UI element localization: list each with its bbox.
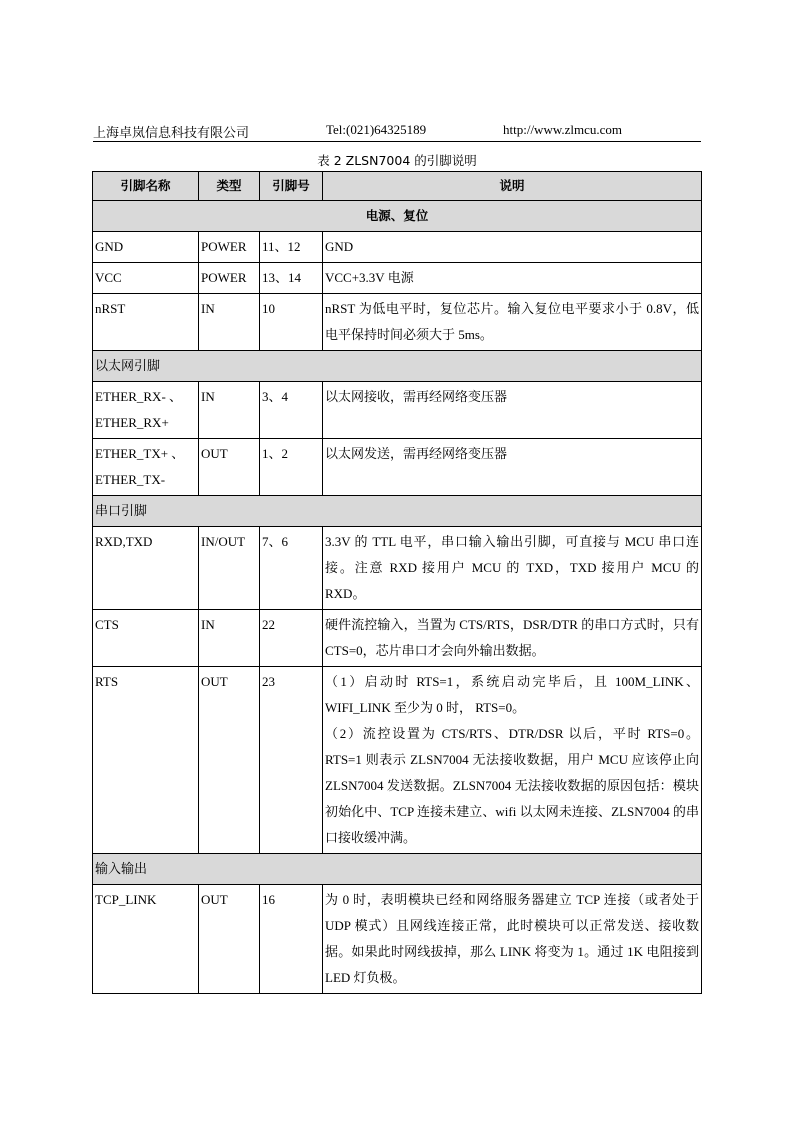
rts-desc-part2: （2）流控设置为 CTS/RTS、DTR/DSR 以后，平时 RTS=0。RTS=1 则表示 ZLSN7004 无法接收数据，用户 MCU 应该停止向 ZLSN7004 发送数据。ZLSN7004 无法接收数据的原因包括：模块初始化中、TCP 连接未建立、wifi 以太网未连接、ZLSN7004 的串口接收缓冲满。 — [325, 726, 699, 845]
section-power-reset: 电源、复位 — [93, 201, 702, 232]
cell-pin: 11、12 — [260, 232, 323, 263]
cell-name: RXD,TXD — [93, 527, 199, 610]
header-pin-number: 引脚号 — [260, 172, 323, 201]
table-row — [93, 382, 702, 439]
cell-type: IN/OUT — [199, 527, 260, 610]
page-header — [93, 121, 701, 142]
cell-name: GND — [93, 232, 199, 263]
company-tel: Tel:(021)64325189 — [326, 122, 427, 137]
section-row — [93, 351, 702, 382]
cell-pin: 13、14 — [260, 263, 323, 294]
cell-desc: 以太网接收，需再经网络变压器 — [323, 382, 702, 439]
cell-pin: 10 — [260, 294, 323, 351]
cell-type: OUT — [199, 439, 260, 496]
section-ethernet: 以太网引脚 — [93, 351, 702, 382]
cell-type: IN — [199, 294, 260, 351]
section-row — [93, 201, 702, 232]
cell-name: CTS — [93, 610, 199, 667]
table-row — [93, 232, 702, 263]
cell-desc: GND — [323, 232, 702, 263]
cell-type: IN — [199, 610, 260, 667]
company-url[interactable]: http://www.zlmcu.com — [503, 122, 623, 137]
cell-name: ETHER_RX- 、ETHER_RX+ — [93, 382, 199, 439]
cell-pin: 1、2 — [260, 439, 323, 496]
cell-desc: VCC+3.3V 电源 — [323, 263, 702, 294]
cell-desc: 为 0 时，表明模块已经和网络服务器建立 TCP 连接（或者处于 UDP 模式）且网线连接正常，此时模块可以正常发送、接收数据。如果此时网线拔掉，那么 LINK 将变为 1。通过 1K 电阻接到 LED 灯负极。 — [323, 885, 702, 994]
cell-type: OUT — [199, 667, 260, 854]
cell-desc: 硬件流控输入，当置为 CTS/RTS，DSR/DTR 的串口方式时，只有 CTS=0，芯片串口才会向外输出数据。 — [323, 610, 702, 667]
header-type: 类型 — [199, 172, 260, 201]
table-row — [93, 294, 702, 351]
pin-table — [92, 171, 702, 994]
section-io: 输入输出 — [93, 854, 702, 885]
table-header-row — [93, 172, 702, 201]
section-row — [93, 854, 702, 885]
cell-name: nRST — [93, 294, 199, 351]
rts-desc-part1: （1）启动时 RTS=1，系统启动完毕后，且 100M_LINK、WIFI_LINK 至少为 0 时， RTS=0。 — [325, 674, 699, 715]
cell-type: OUT — [199, 885, 260, 994]
company-name: 上海卓岚信息科技有限公司 — [93, 125, 250, 140]
header-pin-name: 引脚名称 — [93, 172, 199, 201]
table-row — [93, 610, 702, 667]
cell-name: VCC — [93, 263, 199, 294]
cell-pin: 16 — [260, 885, 323, 994]
cell-desc: nRST 为低电平时，复位芯片。输入复位电平要求小于 0.8V，低电平保持时间必须大于 5ms。 — [323, 294, 702, 351]
cell-name: ETHER_TX+ 、ETHER_TX- — [93, 439, 199, 496]
cell-type: POWER — [199, 263, 260, 294]
section-serial: 串口引脚 — [93, 496, 702, 527]
table-row — [93, 439, 702, 496]
table-row — [93, 263, 702, 294]
cell-type: POWER — [199, 232, 260, 263]
table-row — [93, 527, 702, 610]
cell-desc: 以太网发送，需再经网络变压器 — [323, 439, 702, 496]
section-row — [93, 496, 702, 527]
cell-pin: 23 — [260, 667, 323, 854]
cell-pin: 7、6 — [260, 527, 323, 610]
cell-type: IN — [199, 382, 260, 439]
cell-pin: 3、4 — [260, 382, 323, 439]
table-caption: 表 2 ZLSN7004 的引脚说明 — [317, 153, 477, 168]
header-description: 说明 — [323, 172, 702, 201]
table-row — [93, 667, 702, 854]
cell-pin: 22 — [260, 610, 323, 667]
cell-desc: 3.3V 的 TTL 电平，串口输入输出引脚，可直接与 MCU 串口连接。注意 RXD 接用户 MCU 的 TXD，TXD 接用户 MCU 的 RXD。 — [323, 527, 702, 610]
table-row — [93, 885, 702, 994]
cell-desc — [323, 667, 702, 854]
cell-name: TCP_LINK — [93, 885, 199, 994]
cell-name: RTS — [93, 667, 199, 854]
